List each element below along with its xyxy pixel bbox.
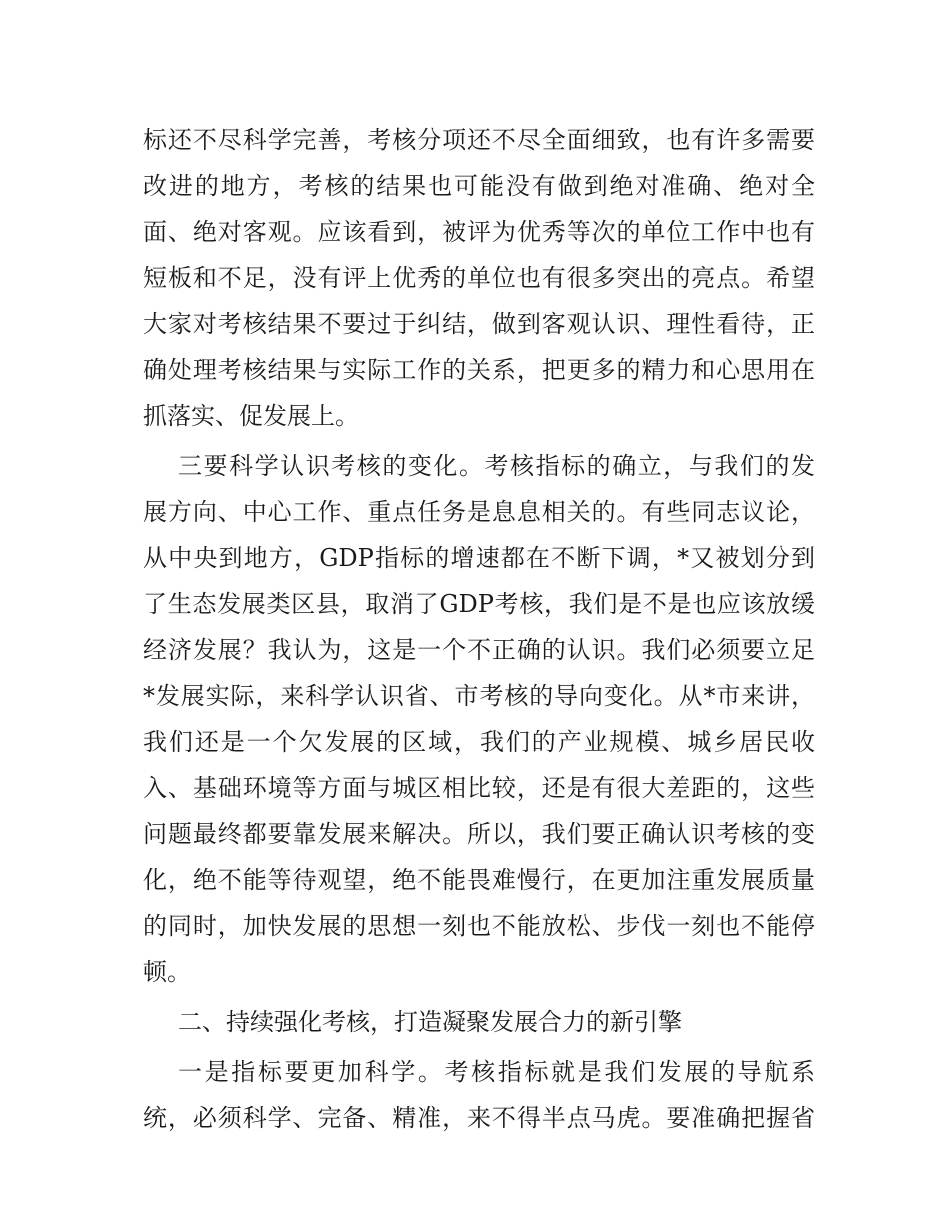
text-line: 顿。 <box>143 958 191 986</box>
text-line: 展方向、中心工作、重点任务是息息相关的。有些同志议论， <box>143 498 815 526</box>
text-line: 经济发展？我认为，这是一个不正确的认识。我们必须要立足 <box>143 636 815 664</box>
text-line: 入、基础环境等方面与城区相比较，还是有很大差距的，这些 <box>143 774 815 802</box>
text-line: 大家对考核结果不要过于纠结，做到客观认识、理性看待，正 <box>143 310 815 338</box>
text-line: 的同时，加快发展的思想一刻也不能放松、步伐一刻也不能停 <box>143 912 815 940</box>
text-line: 改进的地方，考核的结果也可能没有做到绝对准确、绝对全 <box>143 172 815 200</box>
text-line: 三要科学认识考核的变化。考核指标的确立，与我们的发 <box>178 452 815 480</box>
text-line: 面、绝对客观。应该看到，被评为优秀等次的单位工作中也有 <box>143 218 815 246</box>
text-line: 短板和不足，没有评上优秀的单位也有很多突出的亮点。希望 <box>143 264 815 292</box>
text-line: 我们还是一个欠发展的区域，我们的产业规模、城乡居民收 <box>143 728 815 756</box>
text-line: 抓落实、促发展上。 <box>143 402 359 430</box>
section-heading: 二、持续强化考核，打造凝聚发展合力的新引擎 <box>178 1008 682 1036</box>
text-line: 标还不尽科学完善，考核分项还不尽全面细致，也有许多需要 <box>143 126 815 154</box>
text-line: 从中央到地方，GDP指标的增速都在不断下调，*又被划分到 <box>143 544 815 572</box>
text-line: 确处理考核结果与实际工作的关系，把更多的精力和心思用在 <box>143 356 815 384</box>
text-line: 问题最终都要靠发展来解决。所以，我们要正确认识考核的变 <box>143 820 815 848</box>
text-line: *发展实际，来科学认识省、市考核的导向变化。从*市来讲， <box>143 682 815 710</box>
text-line: 了生态发展类区县，取消了GDP考核，我们是不是也应该放缓 <box>143 590 815 618</box>
text-line: 化，绝不能等待观望，绝不能畏难慢行，在更加注重发展质量 <box>143 866 815 894</box>
text-line: 一是指标要更加科学。考核指标就是我们发展的导航系 <box>178 1058 815 1086</box>
document-body <box>143 117 815 1141</box>
text-line: 统，必须科学、完备、精准，来不得半点马虎。要准确把握省 <box>143 1104 815 1132</box>
